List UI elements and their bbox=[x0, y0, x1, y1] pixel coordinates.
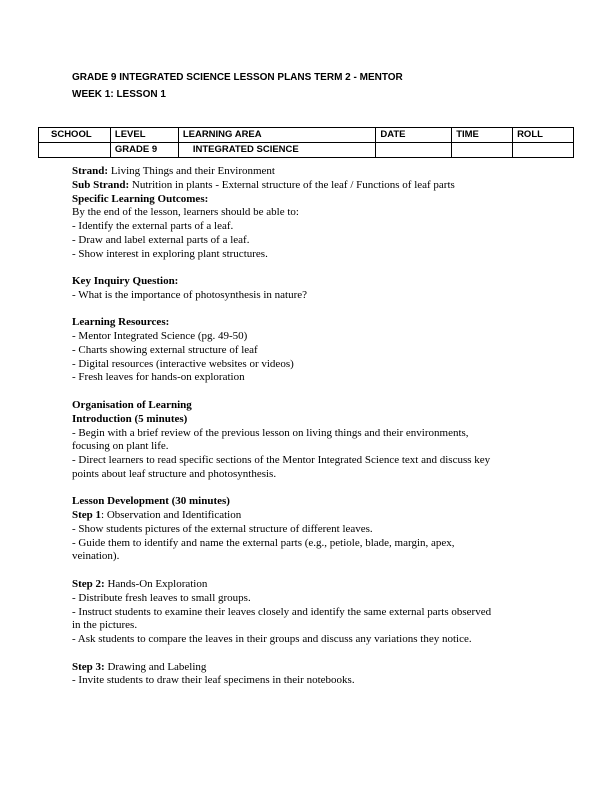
bold-label: Key Inquiry Question: bbox=[72, 275, 179, 288]
line-text: Hands-On Exploration bbox=[104, 577, 208, 590]
text-line bbox=[72, 661, 552, 675]
line-text: - Invite students to draw their leaf specimens in their notebooks. bbox=[72, 674, 355, 687]
table-row bbox=[39, 143, 574, 158]
text-line bbox=[72, 165, 552, 179]
bold-label: Specific Learning Outcomes: bbox=[72, 192, 209, 205]
text-line bbox=[72, 358, 552, 372]
text-line bbox=[72, 592, 552, 606]
text-line bbox=[72, 578, 552, 592]
line-text: Nutrition in plants - External structure of the leaf / Functions of leaf parts bbox=[129, 178, 455, 191]
line-text: - What is the importance of photosynthesis in nature? bbox=[72, 288, 308, 301]
table-header-row bbox=[39, 128, 574, 143]
cell-school bbox=[39, 143, 111, 158]
line-text: - Mentor Integrated Science (pg. 49-50) bbox=[72, 330, 248, 343]
text-line bbox=[72, 495, 552, 509]
bold-label: Introduction (5 minutes) bbox=[72, 412, 188, 425]
bold-label: Learning Resources: bbox=[72, 316, 170, 329]
cell-learning-area: INTEGRATED SCIENCE bbox=[178, 143, 376, 158]
text-line bbox=[72, 647, 552, 661]
text-line bbox=[72, 674, 552, 688]
lesson-body bbox=[72, 165, 552, 688]
cell-level: GRADE 9 bbox=[110, 143, 178, 158]
line-text: in the pictures. bbox=[72, 619, 138, 632]
line-text: - Identify the external parts of a leaf. bbox=[72, 220, 234, 233]
text-line bbox=[72, 234, 552, 248]
line-text: Drawing and Labeling bbox=[104, 660, 207, 673]
text-line bbox=[72, 261, 552, 275]
text-line bbox=[72, 413, 552, 427]
text-line bbox=[72, 316, 552, 330]
line-text: - Distribute fresh leaves to small groups. bbox=[72, 591, 251, 604]
line-text: Living Things and their Environment bbox=[108, 165, 275, 177]
line-text: - Show students pictures of the external structure of different leaves. bbox=[72, 522, 373, 535]
bold-label: Step 2: bbox=[72, 577, 105, 590]
bold-label: Step 3: bbox=[72, 660, 105, 673]
cell-date bbox=[376, 143, 452, 158]
line-text: - Guide them to identify and name the external parts (e.g., petiole, blade, margin, apex, bbox=[72, 536, 455, 549]
text-line bbox=[72, 523, 552, 537]
bold-label: Sub Strand: bbox=[72, 178, 130, 191]
header-date: DATE bbox=[376, 128, 452, 143]
bold-label: Step 1 bbox=[72, 509, 102, 522]
text-line bbox=[72, 275, 552, 289]
text-line bbox=[72, 303, 552, 317]
line-text: By the end of the lesson, learners should be able to: bbox=[72, 206, 299, 219]
line-text: - Show interest in exploring plant structures. bbox=[72, 247, 268, 260]
text-line bbox=[72, 619, 552, 633]
text-line bbox=[72, 330, 552, 344]
text-line bbox=[72, 564, 552, 578]
line-text: - Instruct students to examine their leaves closely and identify the same external parts observed bbox=[72, 605, 492, 618]
line-text: focusing on plant life. bbox=[72, 440, 169, 453]
document-title: GRADE 9 INTEGRATED SCIENCE LESSON PLANS TERM 2 - MENTOR bbox=[72, 72, 403, 83]
line-text: : Observation and Identification bbox=[101, 509, 242, 522]
text-line bbox=[72, 509, 552, 523]
header-learning-area: LEARNING AREA bbox=[178, 128, 376, 143]
document-subtitle: WEEK 1: LESSON 1 bbox=[72, 89, 166, 100]
text-line bbox=[72, 427, 552, 441]
text-line bbox=[72, 633, 552, 647]
text-line bbox=[72, 482, 552, 496]
line-text: - Fresh leaves for hands-on exploration bbox=[72, 371, 245, 384]
line-text: - Digital resources (interactive websites or videos) bbox=[72, 357, 294, 370]
line-text: veination). bbox=[72, 550, 120, 563]
line-text: - Ask students to compare the leaves in their groups and discuss any variations they notice. bbox=[72, 633, 472, 646]
text-line bbox=[72, 220, 552, 234]
text-line bbox=[72, 206, 552, 220]
text-line bbox=[72, 385, 552, 399]
text-line bbox=[72, 606, 552, 620]
text-line bbox=[72, 537, 552, 551]
text-line bbox=[72, 289, 552, 303]
text-line bbox=[72, 179, 552, 193]
text-line bbox=[72, 344, 552, 358]
text-line bbox=[72, 371, 552, 385]
line-text: points about leaf structure and photosynthesis. bbox=[72, 467, 277, 480]
header-roll: ROLL bbox=[513, 128, 574, 143]
text-line bbox=[72, 248, 552, 262]
line-text: - Draw and label external parts of a leaf. bbox=[72, 233, 250, 246]
cell-time bbox=[452, 143, 513, 158]
line-text: - Begin with a brief review of the previous lesson on living things and their environments, bbox=[72, 426, 469, 439]
line-text: - Charts showing external structure of leaf bbox=[72, 343, 258, 356]
header-level: LEVEL bbox=[110, 128, 178, 143]
lesson-info-table bbox=[38, 127, 574, 158]
text-line bbox=[72, 440, 552, 454]
bold-label: Strand: bbox=[72, 165, 109, 177]
header-school: SCHOOL bbox=[39, 128, 111, 143]
text-line bbox=[72, 193, 552, 207]
text-line bbox=[72, 454, 552, 468]
cell-roll bbox=[513, 143, 574, 158]
text-line bbox=[72, 468, 552, 482]
text-line bbox=[72, 399, 552, 413]
header-time: TIME bbox=[452, 128, 513, 143]
bold-label: Lesson Development (30 minutes) bbox=[72, 495, 230, 508]
line-text: - Direct learners to read specific sections of the Mentor Integrated Science text and discuss key bbox=[72, 454, 491, 467]
bold-label: Organisation of Learning bbox=[72, 399, 192, 412]
text-line bbox=[72, 550, 552, 564]
